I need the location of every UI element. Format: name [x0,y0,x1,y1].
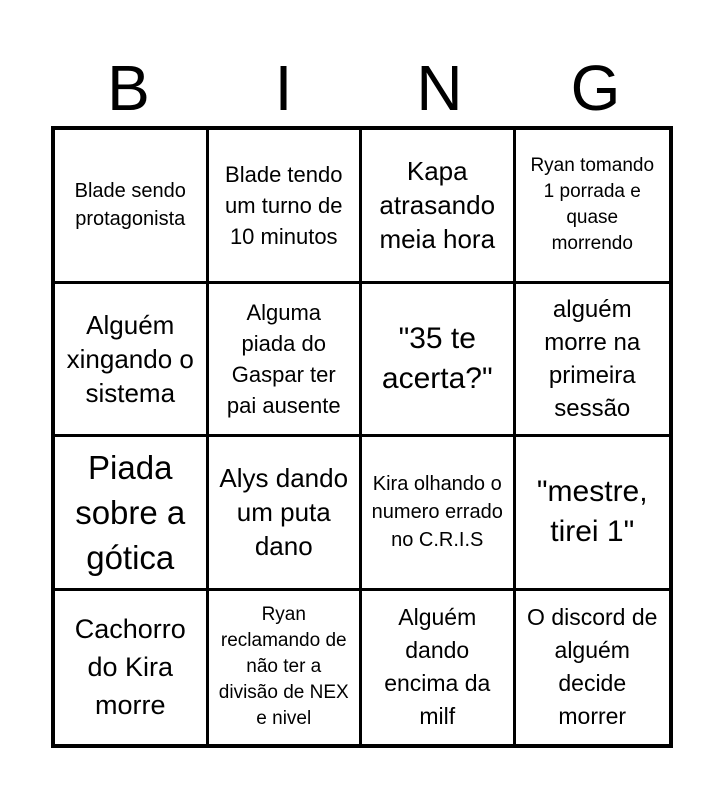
cell-text: "35 te acerta?" [381,321,493,395]
cell-text: alguém morre na primeira sessão [544,295,641,422]
title-letter-n: N [416,52,463,124]
cell-text: Alys dando um puta dano [219,463,349,562]
bingo-cell[interactable] [516,130,670,284]
bingo-cell[interactable] [55,591,209,745]
bingo-cell[interactable] [209,130,363,284]
cell-text: O discord de alguém decide morrer [527,604,658,730]
cell-text: "mestre, tirei 1" [536,475,648,549]
bingo-cell[interactable] [55,130,209,284]
bingo-cell[interactable] [362,284,516,438]
cell-text: Kira olhando o numero errado no C.R.I.S [371,473,503,552]
bingo-title [51,52,673,124]
cell-text: Alguém dando encima da milf [384,604,491,730]
cell-text: Blade sendo protagonista [74,180,186,231]
bingo-cell[interactable] [362,591,516,745]
cell-text: Alguma piada do Gaspar ter pai ausente [226,299,341,418]
bingo-cell[interactable] [362,130,516,284]
bingo-cell[interactable] [55,284,209,438]
bingo-cell[interactable] [362,437,516,591]
cell-text: Piada sobre a gótica [75,448,186,576]
cell-text: Ryan reclamando de não ter a divisão de NEX e nivel [218,604,349,730]
cell-text: Blade tendo um turno de 10 minutos [225,161,343,249]
cell-text: Cachorro do Kira morre [74,614,186,721]
cell-text: Ryan tomando 1 porrada e quase morrendo [530,155,655,255]
bingo-board [51,126,673,748]
title-letter-b: B [107,52,150,124]
bingo-cell[interactable] [209,284,363,438]
bingo-cell[interactable] [516,284,670,438]
bingo-cell[interactable] [209,437,363,591]
cell-text: Kapa atrasando meia hora [379,156,496,255]
cell-text: Alguém xingando o sistema [66,309,194,408]
bingo-cell[interactable] [516,591,670,745]
title-letter-i: I [274,52,293,124]
title-letter-g: G [570,52,621,124]
bingo-cell[interactable] [55,437,209,591]
bingo-cell[interactable] [209,591,363,745]
bingo-cell[interactable] [516,437,670,591]
